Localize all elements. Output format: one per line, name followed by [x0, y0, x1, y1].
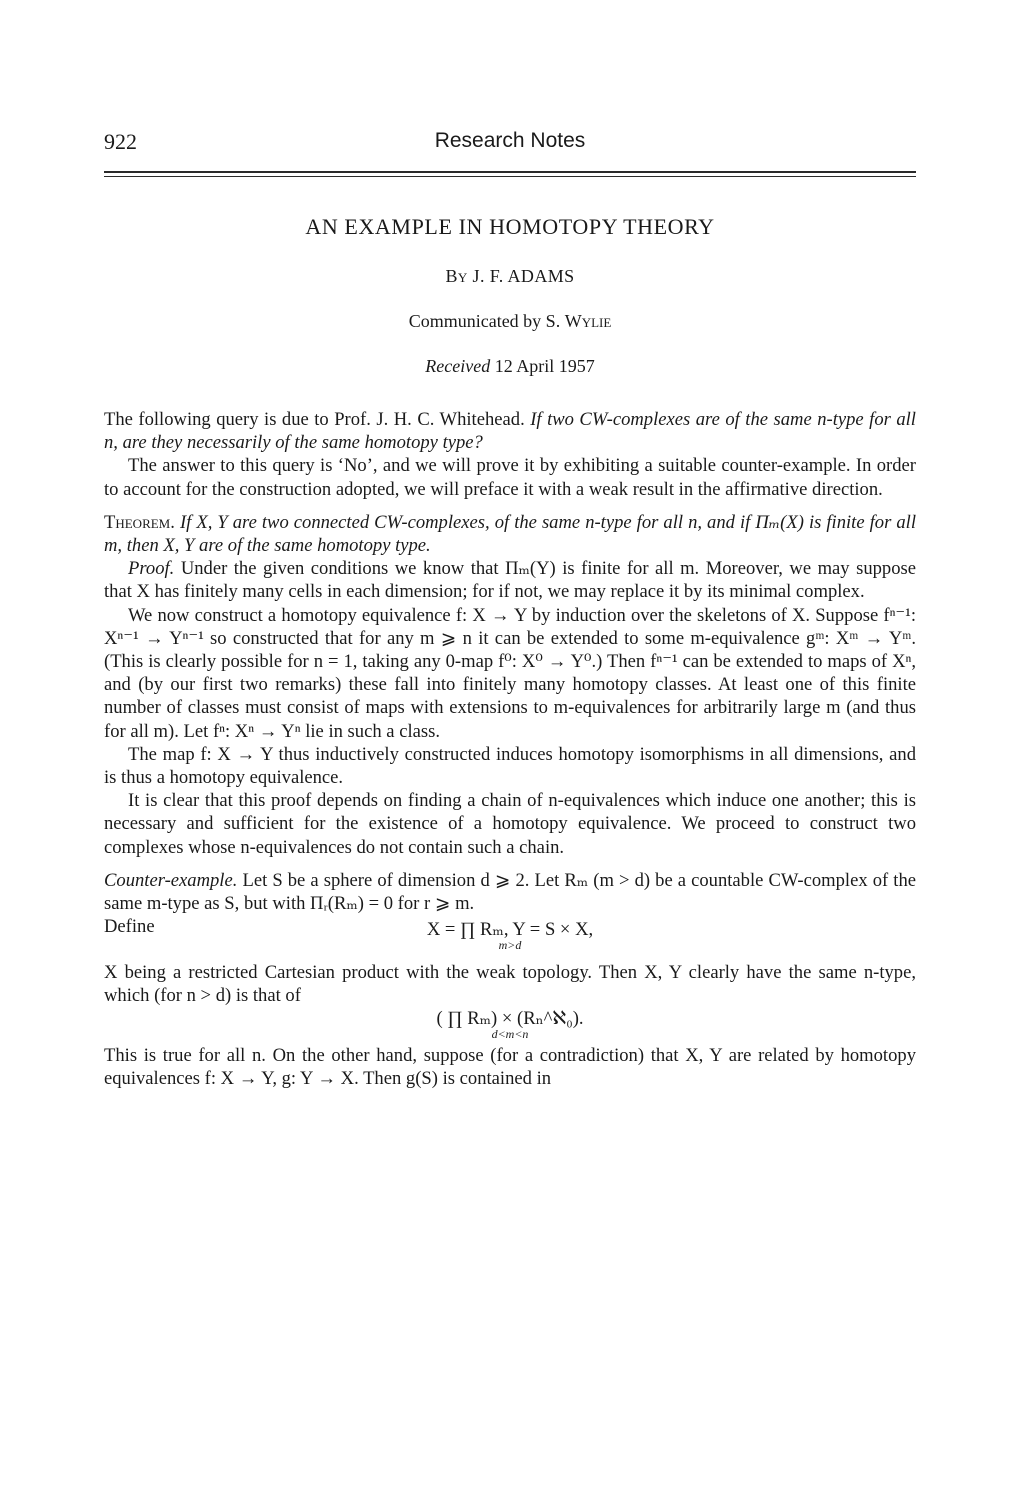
query-question: If two CW-complexes are of the same n-type for all n, are they necessarily of the same homotopy type? [104, 409, 916, 454]
counter-example [104, 869, 916, 915]
formula-n-type-index: d<m<n [491, 1026, 529, 1041]
theorem-statement: If X, Y are two connected CW-complexes, of the same n-type for all n, and if Πₘ(X) is finite for all m, then X, Y are of the same homotopy type. [104, 511, 916, 557]
paragraph-map: The map f: X → Y thus inductively constructed induces homotopy isomorphisms in all dimensions, and is thus a homotopy equivalence. [104, 743, 916, 789]
header-rule-top [104, 171, 916, 173]
header-rule-bottom [104, 176, 916, 177]
formula-x-y-index: m>d [498, 938, 522, 953]
paragraph-restricted-product: X being a restricted Cartesian product with the weak topology. Then X, Y clearly have the same n-type, which (for n > d) is that of [104, 962, 916, 1007]
received-value: 12 April 1957 [494, 356, 595, 376]
byline-by: By [445, 266, 468, 286]
proof-text: Under the given conditions we know that Πₘ(Y) is finite for all m. Moreover, we may suppose that X has finitely many cells in each dimension; for if not, we may replace it by its minimal complex. [104, 558, 916, 603]
article-title: AN EXAMPLE IN HOMOTOPY THEORY [305, 214, 715, 239]
author-name: J. F. ADAMS [472, 266, 575, 286]
communicated-prefix: Communicated by S. [408, 311, 561, 331]
running-head [104, 129, 916, 159]
formula-n-type-body [436, 1007, 584, 1041]
paper-page [104, 0, 916, 1506]
formula-x-y-text: X = ∏ Rₘ, Y = S × X, [426, 919, 594, 941]
formula-n-type [104, 1007, 916, 1041]
theorem-label: Theorem. [104, 511, 175, 533]
received-date [104, 356, 916, 377]
paragraph-chain: It is clear that this proof depends on finding a chain of n-equivalences which induce one another; this is necessary and sufficient for the existence of a homotopy equivalence. We proceed to construct two complexes whose n-equivalences do not contain such a chain. [104, 790, 916, 858]
proof-label: Proof. [128, 558, 175, 580]
communicated-name: Wylie [564, 311, 612, 331]
page-number: 922 [104, 129, 137, 154]
paragraph-query [104, 408, 916, 454]
counter-example-text: Let S be a sphere of dimension d ⩾ 2. Let Rₘ (m > d) be a countable CW-complex of the same m-type as S, but with Πᵣ(Rₘ) = 0 for r ⩾ m. [104, 869, 916, 915]
paragraph-construction: We now construct a homotopy equivalence f: X → Y by induction over the skeletons of X. Suppose fⁿ⁻¹: Xⁿ⁻¹ → Yⁿ⁻¹ so constructed that for any m ⩾ n it can be extended to some m-equivalence gᵐ: Xᵐ → Yᵐ. (This is clearly possible for n = 1, taking any 0-map f⁰: X⁰ → Y⁰.) Then fⁿ⁻¹ can be extended to maps of Xⁿ, and (by our first two remarks) these fall into finitely many homotopy classes. At least one of this finite number of classes must consist of maps with extensions to m-equivalences for arbitrarily large m (and thus for all m). Let fⁿ: Xⁿ → Yⁿ lie in such a class. [104, 604, 916, 742]
formula-n-type-text: ( ∏ Rₘ) × (Rₙ^ℵ₀). [436, 1007, 584, 1029]
define-word: Define [104, 916, 155, 938]
formula-x-y-body [427, 921, 593, 951]
query-intro: The following query is due to Prof. J. H. C. Whitehead. [104, 409, 525, 430]
byline [104, 266, 916, 287]
received-label: Received [425, 356, 491, 376]
counter-example-label: Counter-example. [104, 869, 238, 891]
proof [104, 557, 916, 603]
journal-name: Research Notes [434, 129, 586, 152]
paragraph-contradiction: This is true for all n. On the other hand, suppose (for a contradiction) that X, Y are related by homotopy equivalences f: X → Y, g: Y → X. Then g(S) is contained in [104, 1044, 916, 1089]
definition-line [104, 915, 916, 961]
paragraph-answer: The answer to this query is ‘No’, and we will prove it by exhibiting a suitable counter-example. In order to account for the construction adopted, we will preface it with a weak result in the affirmative direction. [104, 455, 916, 500]
article-body [104, 408, 916, 1090]
theorem [104, 511, 916, 557]
communicated-by [104, 311, 916, 332]
formula-x-y [104, 921, 916, 951]
